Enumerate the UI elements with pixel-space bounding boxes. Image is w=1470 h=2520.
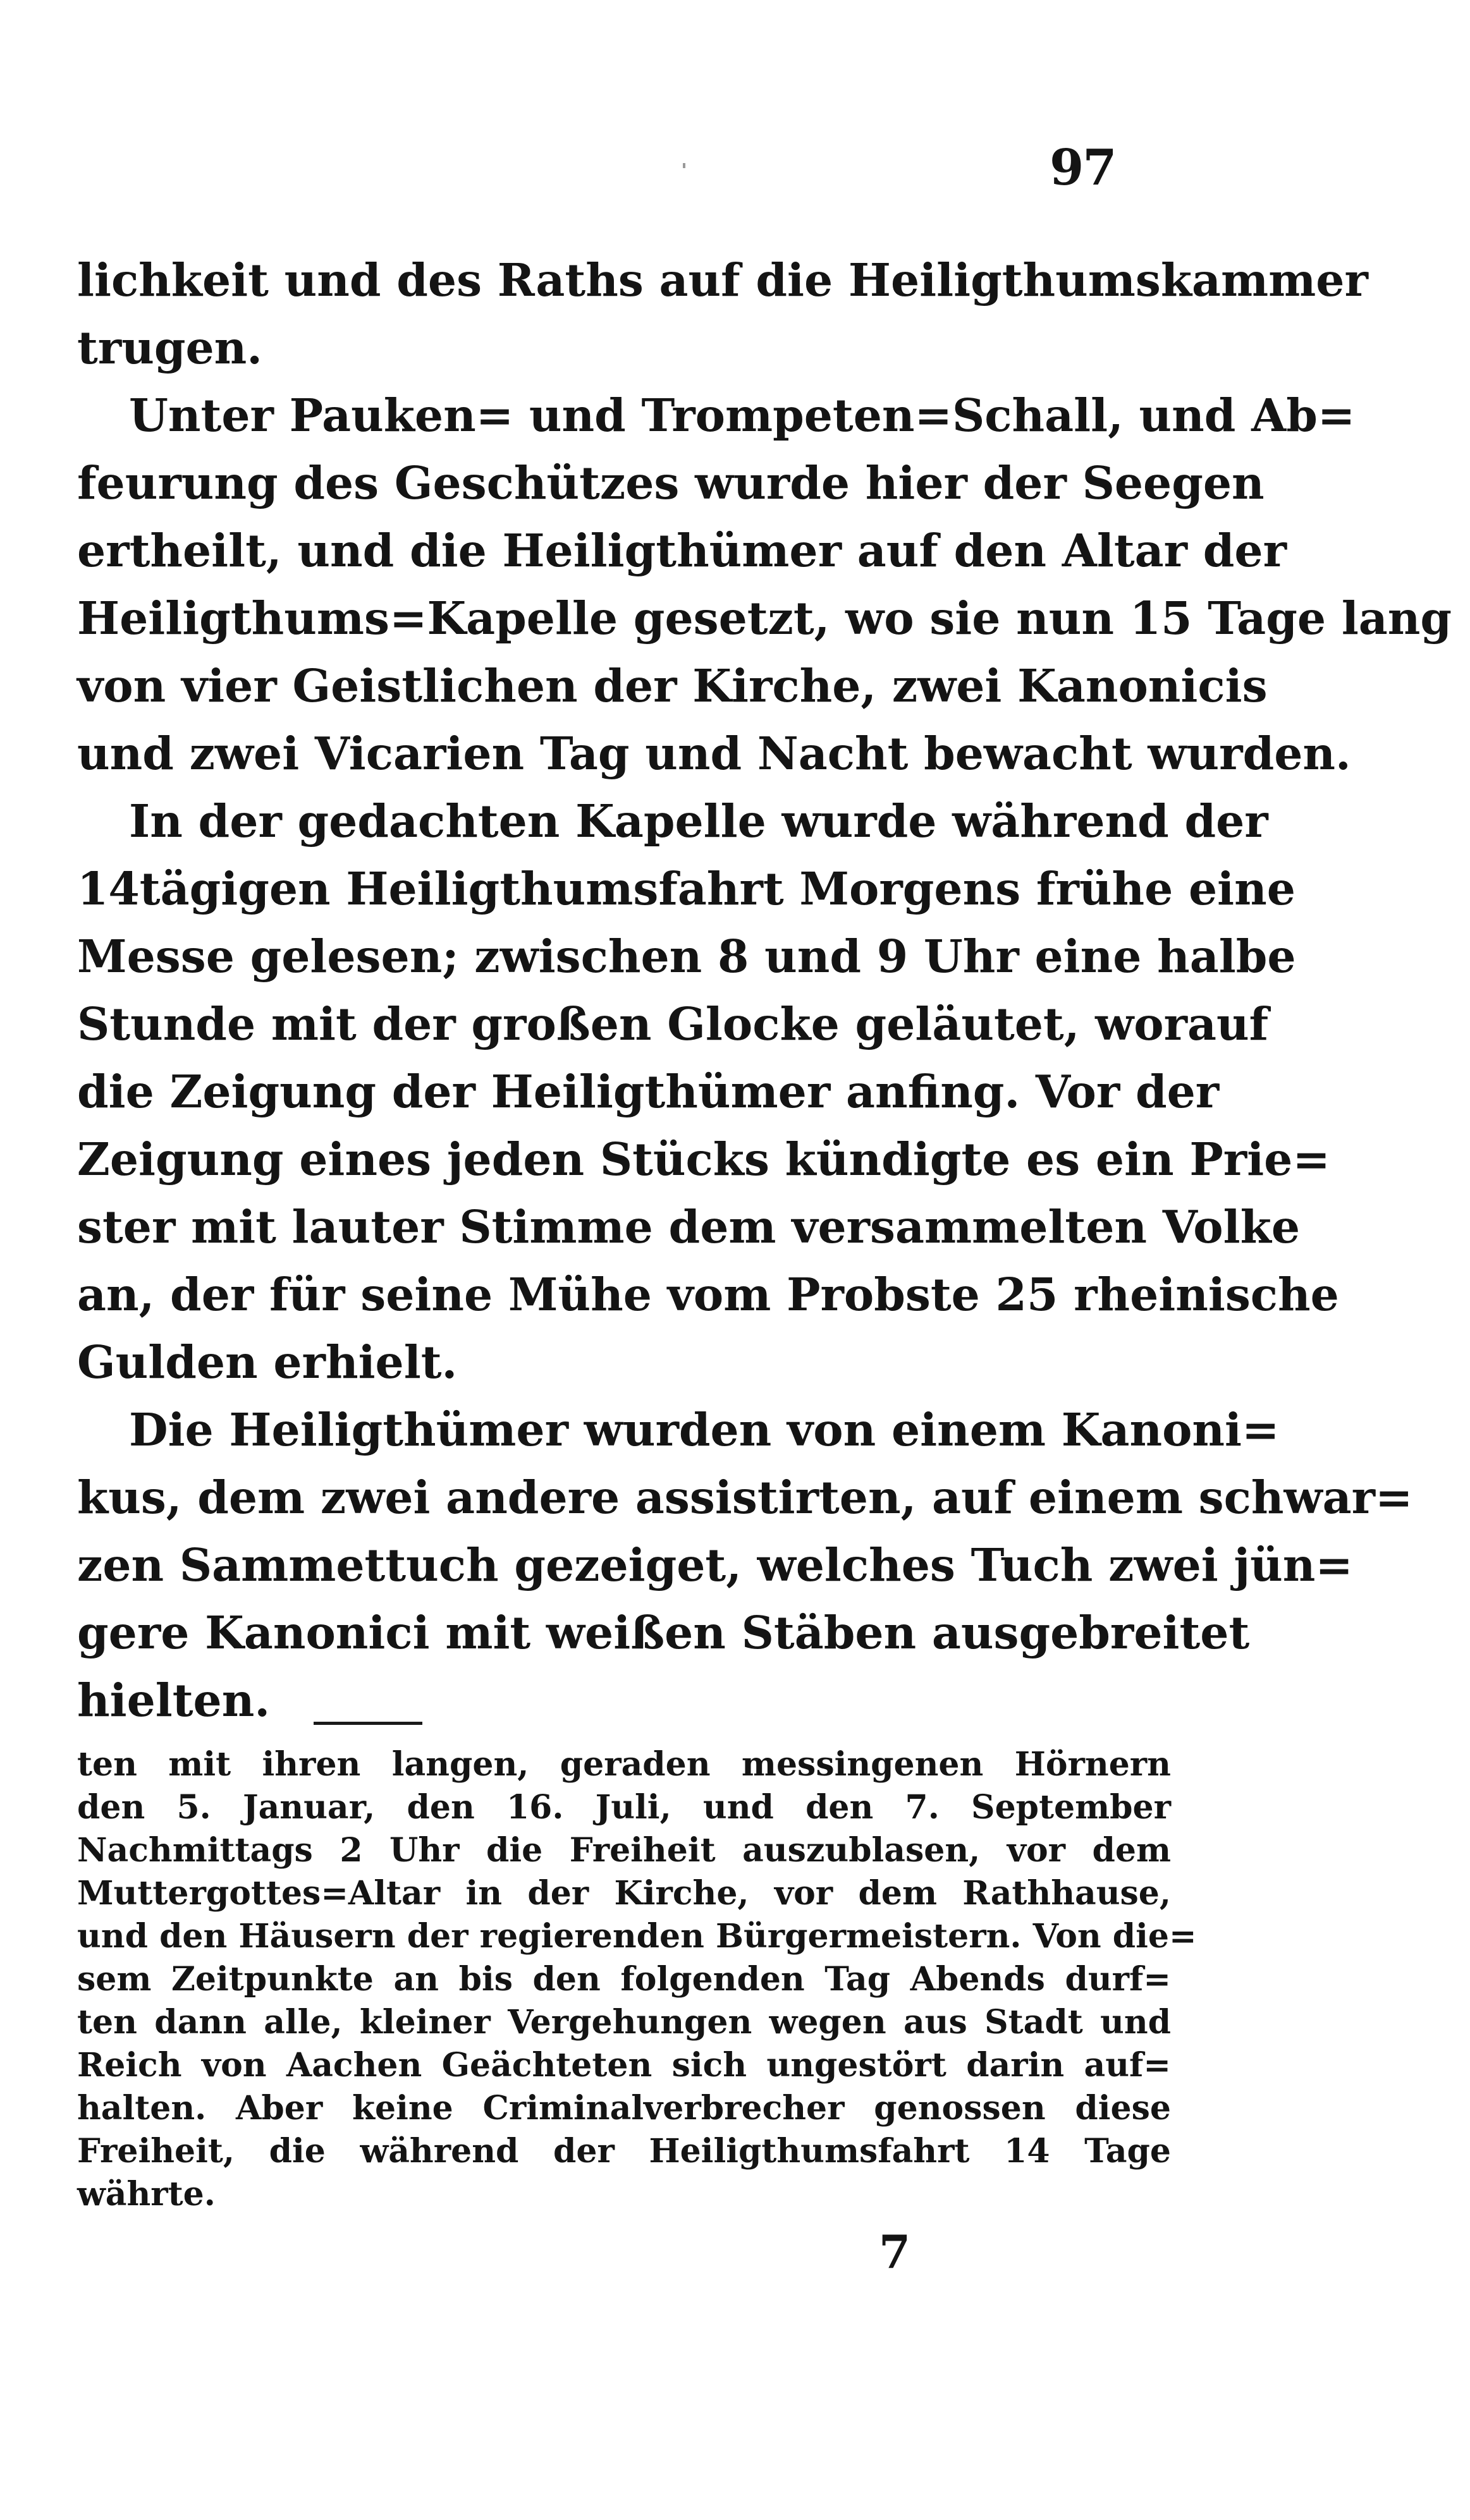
footnote [77,1743,1197,2216]
body-line: ster mit lauter Stimme dem versammelten Volke [77,1200,1300,1253]
body-line: Die Heiligthümer wurden von einem Kanoni= [129,1403,1280,1456]
signature-mark: 7 [879,2225,911,2279]
footnote-line: ten mit ihren langen, geraden messingenen Hörnern [77,1745,1171,1784]
body-line: Stunde mit der großen Glocke geläutet, worauf [77,997,1269,1050]
footnote-line: den 5. Januar, den 16. Juli, und den 7. September [77,1788,1171,1827]
body-line: feurung des Geschützes wurde hier der Seegen [77,456,1265,509]
footnote-line: und den Häusern der regierenden Bürgermeistern. Von die= [77,1917,1197,1956]
body-line: zen Sammettuch gezeiget, welches Tuch zwei jün= [77,1538,1353,1592]
body-line: kus, dem zwei andere assistirten, auf einem schwar= [77,1471,1413,1524]
body-line: Messe gelesen; zwischen 8 und 9 Uhr eine halbe [77,930,1296,983]
page-number: 97 [1050,139,1116,197]
body-line: von vier Geistlichen der Kirche, zwei Kanonicis [77,659,1268,712]
footnote-line: Freiheit, die während der Heiligthumsfahrt 14 Tage [77,2132,1171,2170]
footnote-line: ten dann alle, kleiner Vergehungen wegen aus Stadt und [77,2003,1171,2042]
footnote-line: Reich von Aachen Geächteten sich ungestört darin auf= [77,2046,1171,2085]
body-line: und zwei Vicarien Tag und Nacht bewacht wurden. [77,727,1351,780]
body-line: Heiligthums=Kapelle gesetzt, wo sie nun 15 Tage lang [77,592,1452,645]
body-line: die Zeigung der Heiligthümer anfing. Vor der [77,1065,1220,1118]
body-line: In der gedachten Kapelle wurde während der [129,794,1268,848]
body-line: Unter Pauken= und Trompeten=Schall, und Ab= [129,389,1356,442]
body-line: ertheilt, und die Heiligthümer auf den Altar der [77,524,1287,577]
footnote-line: sem Zeitpunkte an bis den folgenden Tag Abends durf= [77,1960,1171,1999]
body-line: an, der für seine Mühe vom Probste 25 rheinische [77,1268,1339,1321]
body-line: 14tägigen Heiligthumsfahrt Morgens frühe eine [77,862,1295,915]
body-line: Zeigung eines jeden Stücks kündigte es ein Prie= [77,1133,1330,1186]
footnote-separator [314,1722,422,1725]
footnote-line: Muttergottes=Altar in der Kirche, vor dem Rathhause, [77,1874,1171,1913]
body-line: trugen. [77,321,262,374]
body-line: lichkeit und des Raths auf die Heiligthumskammer [77,253,1368,307]
footnote-line: halten. Aber keine Criminalverbrecher genossen diese [77,2089,1171,2127]
footnote-line: Nachmittags 2 Uhr die Freiheit auszublasen, vor dem [77,1831,1171,1870]
main-text [77,247,1452,1734]
body-line: Gulden erhielt. [77,1336,458,1389]
scan-speck [683,163,685,168]
body-line: hielten. [77,1674,271,1727]
footnote-line: währte. [77,2175,216,2213]
body-line: gere Kanonici mit weißen Stäben ausgebreitet [77,1606,1250,1659]
